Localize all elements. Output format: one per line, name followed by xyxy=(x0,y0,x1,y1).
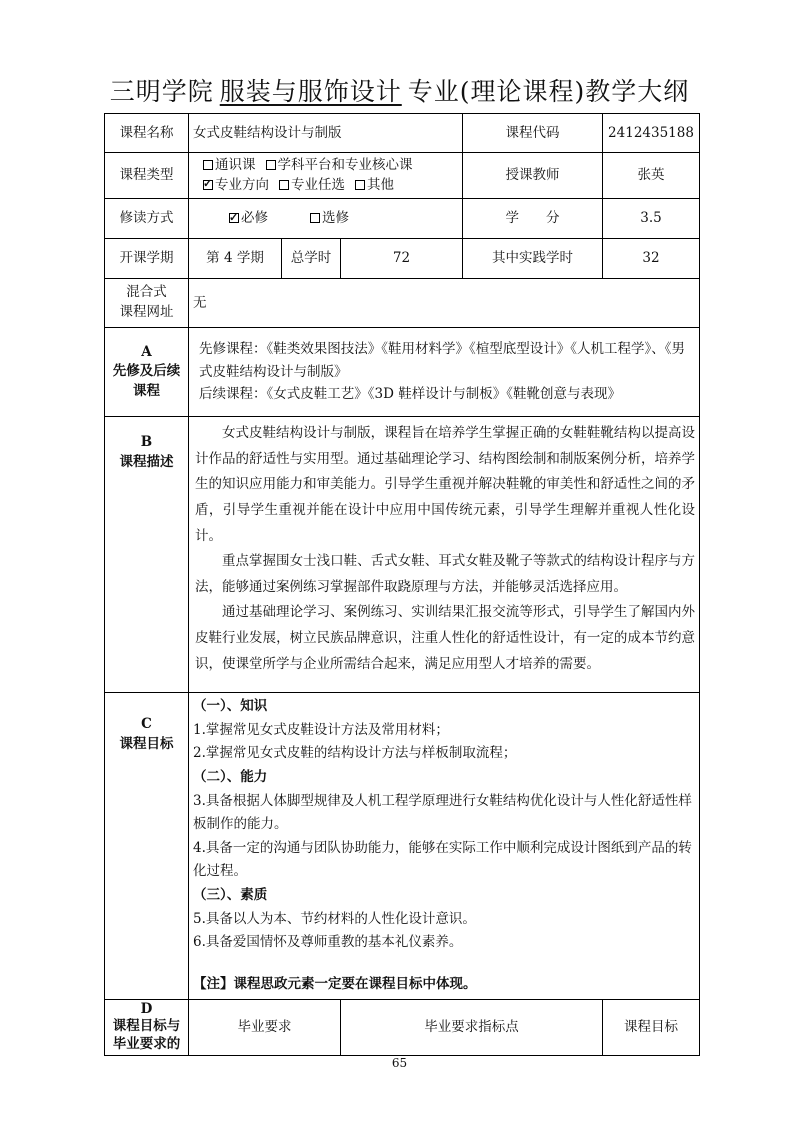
teacher-value: 张英 xyxy=(603,153,700,199)
checkbox-icon[interactable] xyxy=(266,160,276,170)
major-name: 服装与服饰设计 xyxy=(219,77,402,106)
section-a-content xyxy=(189,328,700,417)
page-title xyxy=(0,72,799,108)
checkbox-icon[interactable] xyxy=(310,213,320,223)
note-text: 【注】课程思政元素一定要在课程目标中体现。 xyxy=(193,975,477,992)
section-d-label: D 课程目标与 毕业要求的 xyxy=(105,999,189,1055)
row-section-d xyxy=(105,999,700,1055)
checkbox-icon[interactable] xyxy=(355,180,365,190)
section-b-content xyxy=(189,417,700,693)
row-course-type xyxy=(105,153,700,199)
option-core[interactable]: 学科平台和专业核心课 xyxy=(266,157,413,173)
credit-label: 学 分 xyxy=(463,199,603,239)
course-name-value: 女式皮鞋结构设计与制版 xyxy=(189,114,463,153)
course-code-label: 课程代码 xyxy=(463,114,603,153)
knowledge-title: （一）、知识 xyxy=(193,698,268,714)
course-code-value: 2412435188 xyxy=(603,114,700,153)
row-study-mode xyxy=(105,199,700,239)
description-paragraph: 通过基础理论学习、案例练习、实训结果汇报交流等形式，引导学生了解国内外皮鞋行业发展，树立民族品牌意识，注重人性化的舒适性设计，有一定的成本节约意识，使课堂所学与企业所需结合起来，满足应用型人才培养的需要。 xyxy=(195,604,695,672)
goal-item: 3.具备根据人体脚型规律及人机工程学原理进行女鞋结构优化设计与人性化舒适性样板制作的能力。 xyxy=(193,792,692,833)
hours-label: 总学时 xyxy=(282,239,341,279)
checkbox-icon[interactable] xyxy=(279,180,289,190)
study-mode-label: 修读方式 xyxy=(105,199,189,239)
course-type-options xyxy=(189,153,463,199)
semester-value: 第 4 学期 xyxy=(189,239,282,279)
section-a-label: A 先修及后续 课程 xyxy=(105,328,189,417)
option-other[interactable]: 其他 xyxy=(355,177,394,193)
practice-value: 32 xyxy=(603,239,700,279)
option-optional[interactable]: 选修 xyxy=(310,210,349,226)
requirement-indicator-header: 毕业要求指标点 xyxy=(341,999,603,1055)
section-c-content xyxy=(189,693,700,1000)
section-c-label: C 课程目标 xyxy=(105,693,189,1000)
goal-item: 1.掌握常见女式皮鞋设计方法及常用材料； xyxy=(193,721,449,738)
row-semester xyxy=(105,239,700,279)
study-mode-options xyxy=(189,199,463,239)
quality-title: （三）、素质 xyxy=(193,887,268,903)
option-required[interactable]: ✓ 必修 xyxy=(229,210,268,226)
syllabus-table xyxy=(104,113,700,1056)
description-paragraph: 重点掌握围女士浅口鞋、舌式女鞋、耳式女鞋及靴子等款式的结构设计程序与方法，能够通过案例练习掌握部件取跷原理与方法，并能够灵活选择应用。 xyxy=(195,553,695,595)
checkbox-checked-icon[interactable] xyxy=(229,213,239,223)
teacher-label: 授课教师 xyxy=(463,153,603,199)
option-elective[interactable]: 专业任选 xyxy=(279,177,345,193)
blended-value: 无 xyxy=(189,279,700,328)
ability-title: （二）、能力 xyxy=(193,768,268,785)
description-paragraph: 女式皮鞋结构设计与制版，课程旨在培养学生掌握正确的女鞋鞋靴结构以提高设计作品的舒适性与实用型。通过基础理论学习、结构图绘制和制版案例分析，培养学生的知识应用能力和审美能力。引导学生重视并解决鞋靴的审美性和舒适性之间的矛盾，引导学生重视并能在设计中应用中国传统元素，引导学生理解并重视人性化设计。 xyxy=(195,425,695,544)
blended-label: 混合式 课程网址 xyxy=(105,279,189,328)
credit-value: 3.5 xyxy=(603,199,700,239)
goal-item: 6.具备爱国情怀及尊师重教的基本礼仪素养。 xyxy=(193,934,463,951)
section-b-label: B 课程描述 xyxy=(105,417,189,693)
checkbox-checked-icon[interactable] xyxy=(203,180,213,190)
hours-value: 72 xyxy=(341,239,463,279)
prerequisite-text: 先修课程：《鞋类效果图技法》《鞋用材料学》《楦型底型设计》《人机工程学》、《男式皮鞋结构设计与制版》 xyxy=(199,340,685,380)
institution-name: 三明学院 xyxy=(109,77,214,106)
option-general[interactable]: 通识课 xyxy=(203,157,256,173)
row-blended xyxy=(105,279,700,328)
row-section-c xyxy=(105,693,700,1000)
goal-item: 5.具备以人为本、节约材料的人性化设计意识。 xyxy=(193,910,476,927)
course-goal-header: 课程目标 xyxy=(603,999,700,1055)
semester-label: 开课学期 xyxy=(105,239,189,279)
page-number: 65 xyxy=(391,1056,408,1070)
row-section-b xyxy=(105,417,700,693)
followup-text: 后续课程：《女式皮鞋工艺》《3D 鞋样设计与制板》《鞋靴创意与表现》 xyxy=(199,386,621,403)
row-course-name xyxy=(105,114,700,153)
practice-label: 其中实践学时 xyxy=(463,239,603,279)
graduation-requirement-header: 毕业要求 xyxy=(189,999,341,1055)
course-name-label: 课程名称 xyxy=(105,114,189,153)
course-type-label: 课程类型 xyxy=(105,153,189,199)
title-suffix: 专业(理论课程)教学大纲 xyxy=(407,77,690,106)
goal-item: 2.掌握常见女式皮鞋的结构设计方法与样板制取流程； xyxy=(193,745,517,762)
option-direction[interactable]: ✓专业方向 xyxy=(203,177,269,193)
checkbox-icon[interactable] xyxy=(203,160,213,170)
row-section-a xyxy=(105,328,700,417)
goal-item: 4.具备一定的沟通与团队协助能力，能够在实际工作中顺利完成设计图纸到产品的转化过程。 xyxy=(193,839,692,880)
